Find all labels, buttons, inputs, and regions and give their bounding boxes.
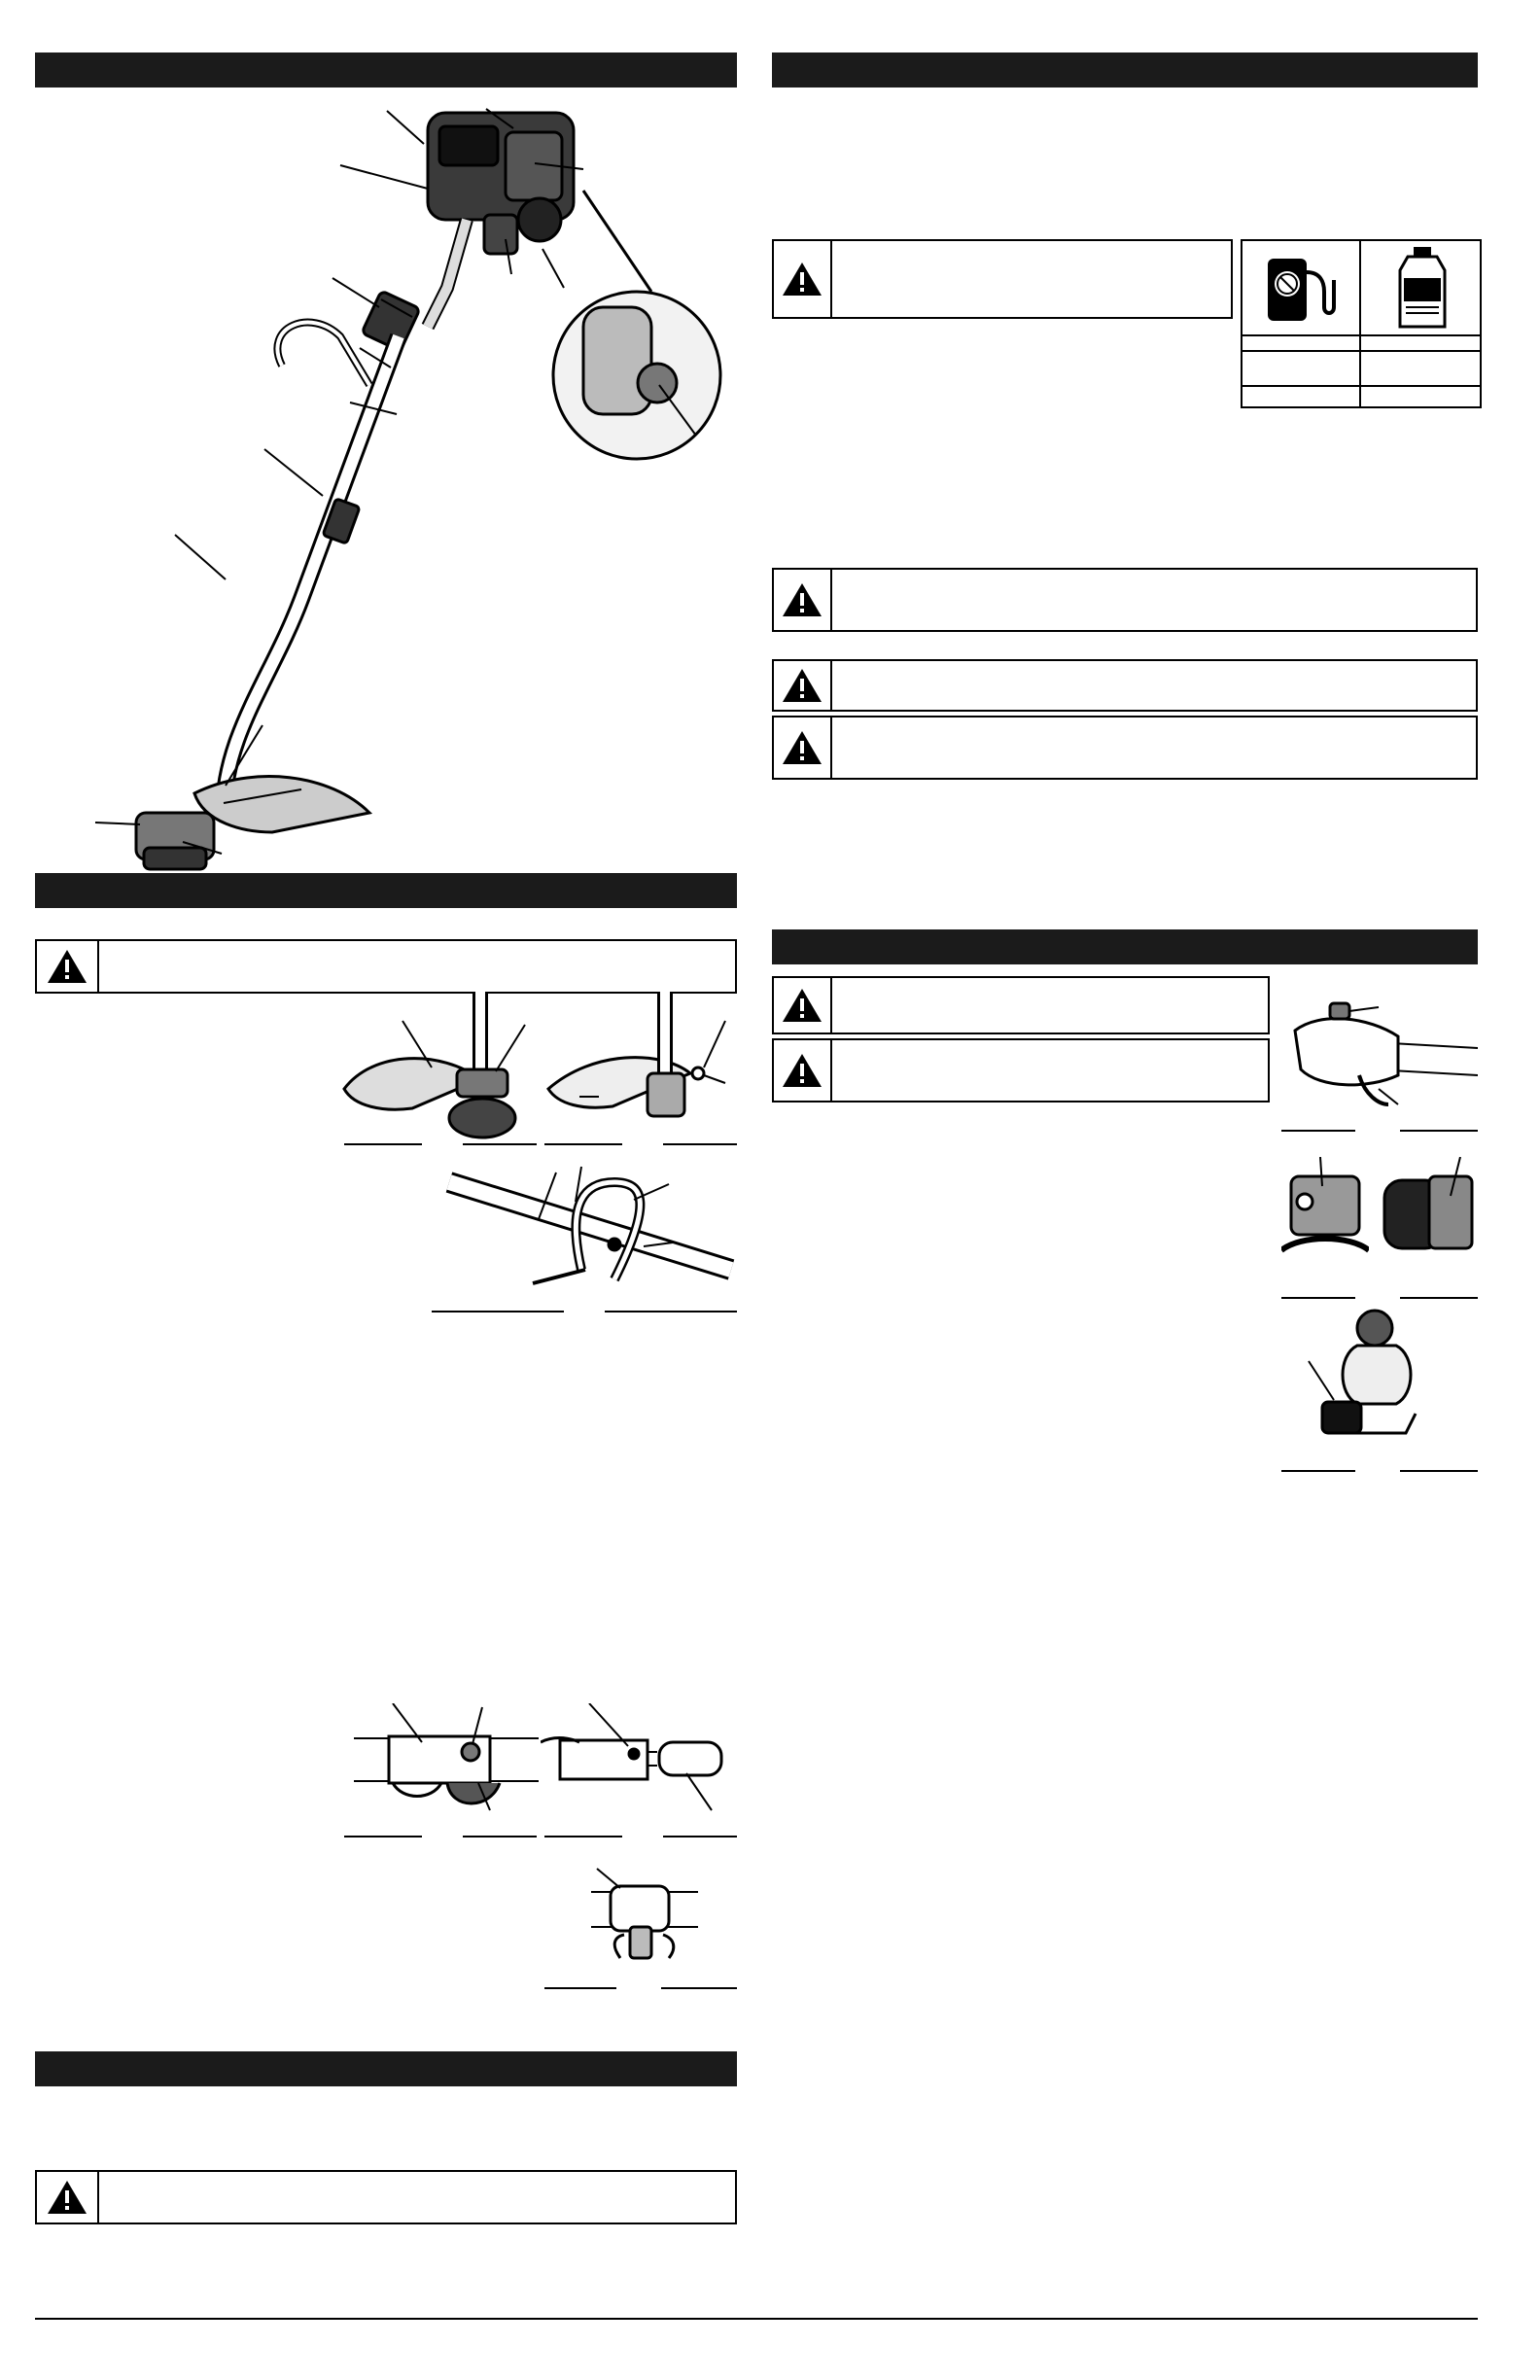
starting-position-figure	[1299, 1307, 1445, 1443]
warning-triangle-icon	[781, 1052, 823, 1089]
figure-caption-rule	[344, 1836, 422, 1838]
figure-caption-rule	[463, 1836, 537, 1838]
fuel-mix-chart	[1241, 239, 1482, 408]
section-header-bar-right-1	[772, 52, 1478, 88]
warning-icon-cell	[37, 941, 99, 992]
figure-caption-rule	[1400, 1470, 1478, 1472]
section-header-bar-left-3	[35, 2051, 737, 2086]
figure-caption-rule	[1281, 1470, 1355, 1472]
figure-caption-rule	[344, 1143, 422, 1145]
figure-caption-rule	[1400, 1130, 1478, 1132]
shaft-coupler-figure-a	[354, 1703, 539, 1820]
warning-box-assembly	[35, 939, 737, 994]
chart-row-rule	[1242, 334, 1480, 336]
figure-caption-rule	[663, 1836, 737, 1838]
warning-triangle-icon	[46, 948, 88, 985]
warning-box-fuel-4	[772, 716, 1478, 780]
warning-box-fuel-3	[772, 659, 1478, 712]
warning-icon-cell	[774, 978, 832, 1032]
choke-primer-figure-b	[1375, 1157, 1478, 1260]
chart-row-rule	[1242, 350, 1480, 352]
figure-caption-rule	[1400, 1297, 1478, 1299]
figure-caption-rule	[1281, 1297, 1355, 1299]
warning-box-fuel-2	[772, 568, 1478, 632]
figure-caption-rule	[463, 1143, 537, 1145]
warning-box-operation	[772, 976, 1270, 1034]
warning-icon-cell	[774, 718, 832, 778]
chart-divider	[1359, 241, 1361, 406]
figure-caption-rule	[663, 1143, 737, 1145]
warning-icon-cell	[37, 2172, 99, 2222]
throttle-trigger-figure	[1281, 982, 1478, 1108]
warning-icon-cell	[774, 1040, 832, 1101]
warning-triangle-icon	[781, 581, 823, 618]
figure-caption-rule	[432, 1311, 564, 1312]
page-footer-rule	[35, 2318, 1478, 2320]
warning-triangle-icon	[781, 261, 823, 298]
chart-row-rule	[1242, 385, 1480, 387]
warning-triangle-icon	[46, 2179, 88, 2216]
warning-box-operation-2	[772, 1038, 1270, 1102]
figure-caption-rule	[544, 1143, 622, 1145]
loop-handle-figure	[439, 1163, 739, 1309]
fuel-pump-no-ethanol-icon	[1262, 253, 1340, 327]
figure-caption-rule	[544, 1836, 622, 1838]
warning-icon-cell	[774, 661, 832, 710]
warning-triangle-icon	[781, 729, 823, 766]
trimmer-overview-illustration	[78, 93, 729, 871]
guard-attachment-figure-b	[544, 992, 739, 1147]
shaft-coupler-figure-b	[541, 1703, 741, 1820]
choke-primer-figure-a	[1281, 1157, 1369, 1260]
section-header-bar-left-2	[35, 873, 737, 908]
warning-triangle-icon	[781, 667, 823, 704]
section-header-bar-right-2	[772, 929, 1478, 964]
section-header-bar-left-1	[35, 52, 737, 88]
figure-caption-rule	[544, 1987, 616, 1989]
figure-caption-rule	[1281, 1130, 1355, 1132]
figure-caption-rule	[661, 1987, 737, 1989]
warning-box-bottom-left	[35, 2170, 737, 2224]
warning-box-fuel	[772, 239, 1233, 319]
oil-bottle-icon	[1388, 245, 1456, 329]
guard-attachment-figure-a	[334, 992, 544, 1149]
warning-triangle-icon	[781, 987, 823, 1024]
figure-caption-rule	[605, 1311, 737, 1312]
warning-icon-cell	[774, 241, 832, 317]
shaft-knob-figure	[591, 1867, 698, 1964]
warning-icon-cell	[774, 570, 832, 630]
